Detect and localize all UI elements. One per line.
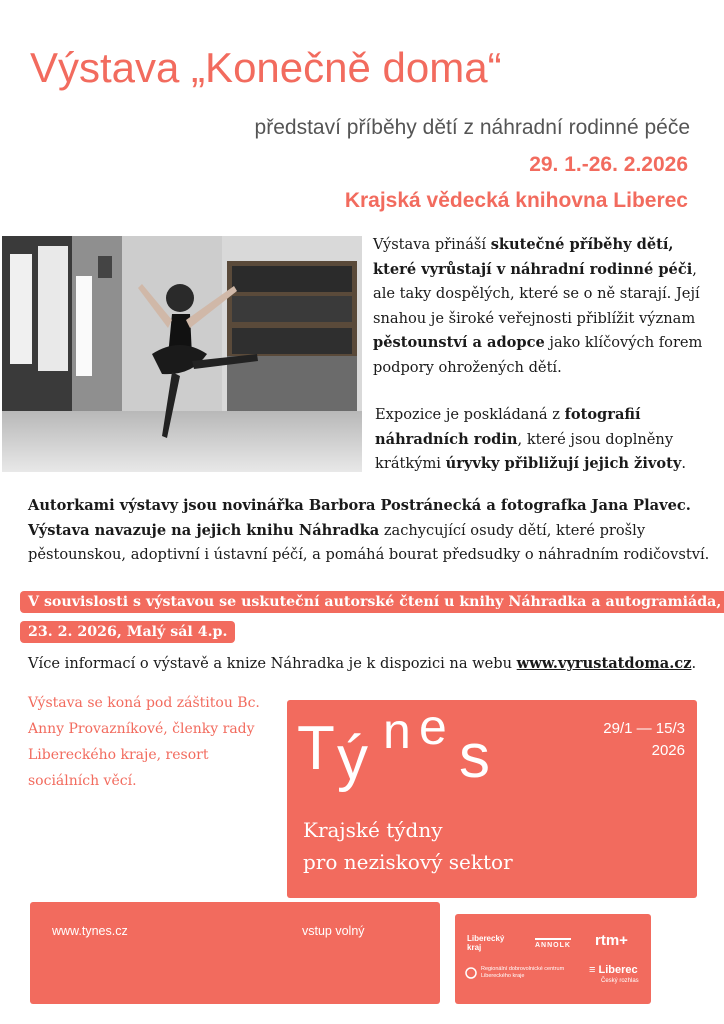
logo-letter-n: n [383,703,411,759]
p1-segment-3: pěstounství a adopce [373,334,545,351]
authors-paragraph [28,494,718,568]
rdc-logo: Regionální dobrovolnické centrum Libereckého kraje [481,966,565,979]
p2-segment-2: , které jsou doplněny krátkými [375,430,674,472]
exposition-paragraph [375,403,705,477]
website-link[interactable]: www.vyrustatdoma.cz [516,655,692,672]
croz-line-2: Český rozhlas [601,978,639,984]
p1-segment-0: Výstava přináší [373,236,491,253]
info-text: Více informací o výstavě a knize Náhradka je k dispozici na webu [28,655,517,672]
footer-info-box [30,902,440,1004]
p1-segment-2: , ale taky dospělých, které se o ně starají. Její snahou je široké veřejnosti přiblížit význam [373,260,700,327]
tynes-date-range [603,718,685,762]
highlight-announcement [20,588,722,648]
ballet-dancer-photo [2,236,362,472]
subtitle: představí příběhy dětí z náhradní rodinné péče [254,116,690,139]
intro-paragraph [373,233,703,380]
croz-icon: ≡ [589,964,599,976]
sponsor-logos [455,914,651,1004]
croz-line-1: Liberec [598,964,638,976]
free-entry: vstup volný [302,924,365,938]
page-title: Výstava „Konečně doma“ [30,44,502,91]
highlight-line-1: V souvislosti s výstavou se uskuteční autorské čtení u knihy Náhradka a autogramiáda, [20,591,724,613]
tynes-tagline [303,814,513,878]
logo-letter-e: e [419,699,447,755]
tagline-line-2: pro neziskový sektor [303,850,513,874]
p2-segment-1: fotografií náhradních rodin [375,406,641,448]
logo-letter-t: T [297,714,335,783]
patronage-note: Výstava se koná pod záštitou Bc. Anny Provazníkové, členky rady Libereckého kraje, resort sociálních věcí. [28,695,260,789]
p1-segment-4: jako klíčových forem podpory ohrožených dětí. [373,334,703,376]
p3-segment-1: zachycující osudy dětí, které prošly pěstounskou, adoptivní i ústavní péčí, a pomáhá bourat předsudky o náhradním rodičovství. [28,521,710,563]
tynes-banner [287,700,697,898]
annolk-logo: ANNOLK [535,938,571,949]
info-end: . [691,655,697,672]
info-line [28,654,718,674]
logo-letter-y: ý [337,724,368,793]
tynes-web[interactable]: www.tynes.cz [52,924,128,938]
range-line-1: 29/1 — 15/3 [603,720,685,737]
cesky-rozhlas-logo [589,964,638,976]
rtm-logo: rtm+ [595,932,628,949]
tagline-line-1: Krajské týdny [303,818,443,842]
p1-segment-1: skutečné příběhy dětí, které vyrůstají v náhradní rodinné péči [373,236,693,278]
p2-segment-0: Expozice je poskládaná z [375,406,565,423]
tynes-logo [297,699,547,793]
photo-illustration [2,236,362,472]
rdc-icon [465,966,467,968]
event-dates: 29. 1.-26. 2.2026 [529,153,688,176]
highlight-line-2: 23. 2. 2026, Malý sál 4.p. [20,621,235,643]
range-line-2: 2026 [651,742,685,759]
p3-segment-0: Autorkami výstavy jsou novinářka Barbora Postránecká a fotografka Jana Plavec. Výstava navazuje na jejich knihu Náhradka [28,497,691,539]
logo-letter-s: s [459,722,490,791]
liberecky-kraj-logo: Liberecký kraj [467,934,505,952]
p2-segment-3: úryvky přibližují jejich životy [445,455,682,472]
event-venue: Krajská vědecká knihovna Liberec [344,189,688,212]
p2-segment-4: . [681,455,686,472]
